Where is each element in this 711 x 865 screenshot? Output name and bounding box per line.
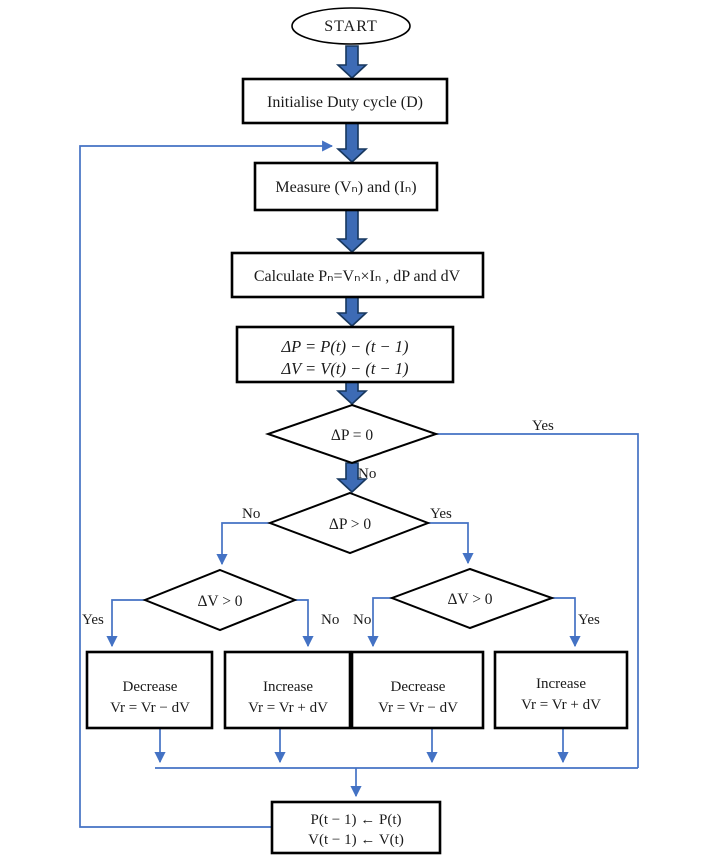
calculate-label: Calculate Pₙ=Vₙ×Iₙ , dP and dV xyxy=(253,268,461,285)
action3-line1: Decrease xyxy=(390,679,446,695)
action4-line2: Vr = Vr + dV xyxy=(521,697,601,713)
action2-line2: Vr = Vr + dV xyxy=(248,700,328,716)
action4-line1: Increase xyxy=(536,676,586,692)
block-arrow-calculate-delta xyxy=(338,297,366,326)
label-dp-zero-yes: Yes xyxy=(532,418,554,434)
cond-dv-left-label: ΔV > 0 xyxy=(197,593,243,610)
delta-line2: ΔV = V(t) − (t − 1) xyxy=(281,359,409,378)
block-arrow-delta-dpzero xyxy=(338,382,366,404)
action2-line1: Increase xyxy=(263,679,313,695)
block-arrow-start-init xyxy=(338,46,366,78)
action1-line2: Vr = Vr − dV xyxy=(110,700,190,716)
delta-line1: ΔP = P(t) − (t − 1) xyxy=(281,337,409,356)
label-dv-right-no: No xyxy=(353,612,372,628)
update-line1: P(t − 1) ← P(t) xyxy=(310,812,402,828)
label-dp-pos-no: No xyxy=(242,506,261,522)
block-arrow-measure-calculate xyxy=(338,210,366,252)
block-arrow-init-measure xyxy=(338,123,366,162)
edge-dv-left-no xyxy=(295,600,308,646)
action3-line2: Vr = Vr − dV xyxy=(378,700,458,716)
label-dp-pos-yes: Yes xyxy=(430,506,452,522)
edge-dv-right-no xyxy=(373,598,392,646)
cond-dp-pos-label: ΔP > 0 xyxy=(328,516,372,533)
init-label: Initialise Duty cycle (D) xyxy=(267,94,423,111)
cond-dv-right-label: ΔV > 0 xyxy=(447,591,493,608)
edge-dp-pos-no xyxy=(222,523,270,564)
action1-line1: Decrease xyxy=(122,679,178,695)
cond-dp-zero-label: ΔP = 0 xyxy=(330,427,374,444)
label-dv-left-no: No xyxy=(321,612,340,628)
label-dv-right-yes: Yes xyxy=(578,612,600,628)
edge-dp-pos-yes xyxy=(428,523,468,563)
label-dv-left-yes: Yes xyxy=(82,612,104,628)
edge-dv-right-yes xyxy=(552,598,575,646)
label-dp-zero-no: No xyxy=(358,466,377,482)
edge-dv-left-yes xyxy=(112,600,145,646)
update-line2: V(t − 1) ← V(t) xyxy=(308,832,404,848)
measure-label: Measure (Vₙ) and (Iₙ) xyxy=(275,179,417,196)
start-label: START xyxy=(324,18,378,35)
